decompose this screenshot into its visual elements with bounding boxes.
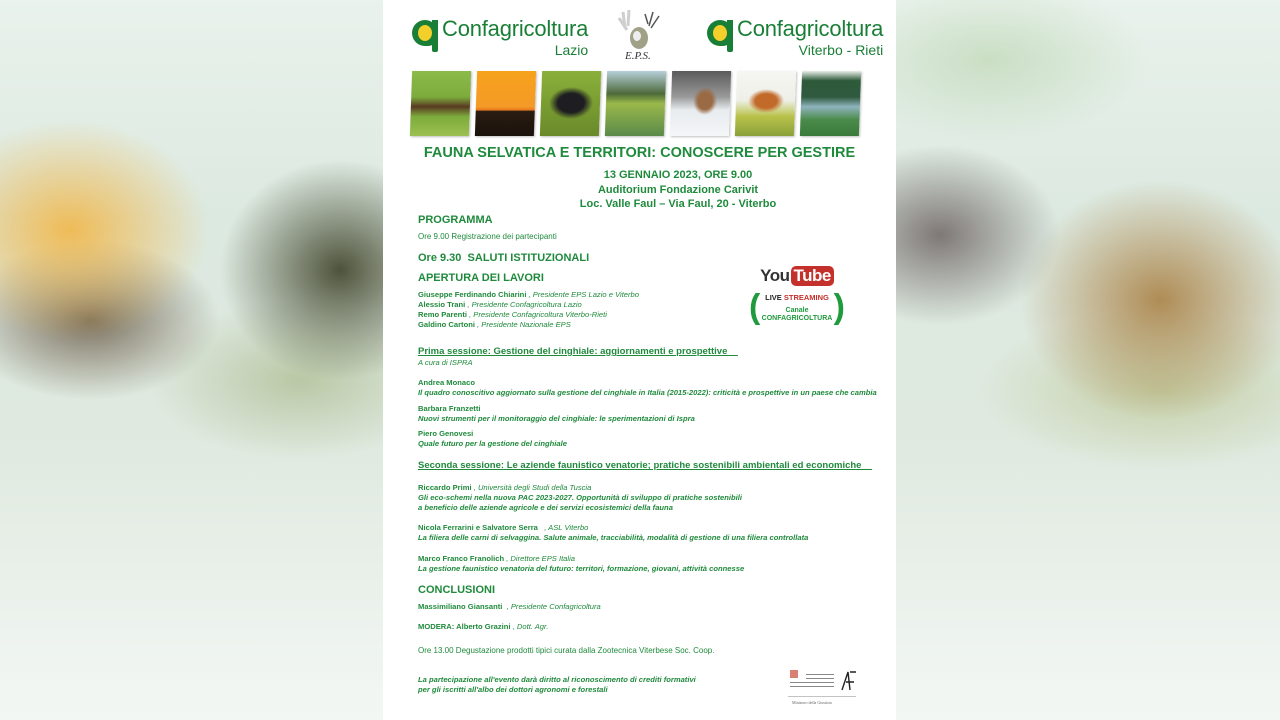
talk-title: Il quadro conoscitivo aggiornato sulla gestione del cinghiale in Italia (2015-2022): criticità e prospettive in un paese che cambia	[418, 388, 877, 397]
session2-title: Seconda sessione: Le aziende faunistico venatorie; pratiche sostenibili ambientali ed economiche	[418, 460, 873, 471]
eps-deer-logo-icon	[615, 10, 663, 62]
talk-speaker: Marco Franco Franolich	[418, 554, 505, 563]
talk-speaker: Piero Genovesi	[418, 429, 474, 438]
session2-talk	[418, 554, 744, 574]
confagricoltura-mark-icon	[412, 18, 438, 50]
confagricoltura-mark-icon	[707, 18, 733, 50]
apertura-heading: APERTURA DEI LAVORI	[418, 272, 544, 284]
talk-title: Nuovi strumenti per il monitoraggio del cinghiale: le sperimentazioni di Ispra	[418, 414, 695, 423]
bird-flight-photo	[735, 71, 796, 136]
speaker-row: Giuseppe Ferdinando Chiarini , Presidente EPS Lazio e Viterbo	[418, 290, 640, 299]
talk-title: La filiera delle carni di selvaggina. Salute animale, tracciabilità, modalità di gestione di una filiera controllata	[418, 533, 809, 542]
talk-speaker: Nicola Ferrarini e Salvatore Serra	[418, 523, 538, 532]
sunset-birds-photo	[475, 71, 536, 136]
talk-affiliation: , ASL Viterbo	[537, 523, 589, 532]
youtube-logo-icon: You Tube	[749, 266, 845, 286]
youtube-live-streaming-badge[interactable]	[749, 266, 845, 326]
talk-title: Quale futuro per la gestione del cinghiale	[418, 439, 567, 448]
programma-heading: PROGRAMMA	[418, 214, 493, 226]
apertura-speakers	[418, 290, 639, 330]
moderator: MODERA: Alberto Grazini , Dott. Agr.	[418, 622, 549, 631]
talk-affiliation: , Università degli Studi della Tuscia	[471, 483, 592, 492]
session1-curator: A cura di ISPRA	[418, 358, 473, 367]
session2-talk	[418, 523, 808, 543]
logo-brand: Confagricoltura	[737, 16, 884, 41]
broadcast-wave-left-icon: (	[749, 288, 761, 326]
logo-sub: Lazio	[554, 42, 589, 58]
credits-note: La partecipazione all'evento darà diritto al riconoscimento di crediti formativi per gli iscritti all'albo dei dottori agronomi e forestali	[418, 675, 696, 694]
event-date: 13 GENNAIO 2023, ORE 9.00	[603, 169, 753, 181]
conclusioni-heading: CONCLUSIONI	[418, 584, 495, 596]
logo-sub: Viterbo - Rieti	[798, 42, 884, 58]
session1-talk	[418, 404, 695, 424]
lake-forest-photo	[800, 71, 861, 136]
talk-speaker: Riccardo Primi	[418, 483, 472, 492]
logo-brand: Confagricoltura	[442, 16, 589, 41]
wild-boar-photo	[540, 71, 601, 136]
mouflon-photo	[410, 71, 471, 136]
talk-title: La gestione faunistico venatoria del futuro: territori, formazione, giovani, attività connesse	[418, 564, 745, 573]
event-address: Loc. Valle Faul – Via Faul, 20 - Viterbo	[579, 198, 777, 210]
registration-line: Ore 9.00 Registrazione dei partecipanti	[418, 232, 557, 241]
session2-talk	[418, 483, 742, 513]
event-venue: Auditorium Fondazione Carivit	[597, 183, 759, 196]
speaker-row: Alessio Trani , Presidente Confagricoltura Lazio	[418, 300, 582, 309]
live-streaming-label: LIVE STREAMING	[765, 293, 829, 302]
conclusioni-speaker: Massimiliano Giansanti , Presidente Confagricoltura	[418, 602, 601, 611]
confagricoltura-lazio-logo	[412, 18, 588, 57]
broadcast-wave-right-icon: )	[833, 288, 845, 326]
confagricoltura-viterbo-rieti-logo	[707, 18, 883, 57]
session1-talk	[418, 429, 567, 449]
svg-text:E.P.S.: E.P.S.	[625, 50, 651, 62]
deer-snow-photo	[670, 71, 731, 136]
speaker-row: Remo Parenti , Presidente Confagricoltura Viterbo-Rieti	[418, 310, 607, 319]
saluti-heading: Ore 9.30 SALUTI ISTITUZIONALI	[418, 252, 590, 264]
wetland-photo	[605, 71, 666, 136]
svg-text:Ministero della Giustizia: Ministero della Giustizia	[792, 700, 832, 705]
canale-label: Canale CONFAGRICOLTURA	[761, 307, 833, 322]
degustazione-line: Ore 13.00 Degustazione prodotti tipici curata dalla Zootecnica Viterbese Soc. Coop.	[418, 646, 715, 655]
event-details	[533, 168, 823, 212]
session1-talk	[418, 378, 877, 398]
talk-speaker: Barbara Franzetti	[418, 404, 481, 413]
event-poster	[383, 0, 896, 720]
talk-affiliation: , Direttore EPS Italia	[504, 554, 575, 563]
talk-speaker: Andrea Monaco	[418, 378, 475, 387]
talk-title: Gli eco-schemi nella nuova PAC 2023-2027. Opportunità di sviluppo di pratiche sostenibili	[418, 493, 742, 502]
event-title: FAUNA SELVATICA E TERRITORI: CONOSCERE PER GESTIRE	[423, 145, 856, 161]
speaker-row: Galdino Cartoni , Presidente Nazionale EPS	[418, 320, 571, 329]
session1-title: Prima sessione: Gestione del cinghiale: aggiornamenti e prospettive	[418, 346, 738, 357]
ordine-agronomi-logo-icon	[786, 668, 858, 708]
photo-strip	[411, 71, 860, 136]
talk-title-cont: a beneficio delle aziende agricole e dei servizi ecosistemici della fauna	[418, 503, 673, 512]
